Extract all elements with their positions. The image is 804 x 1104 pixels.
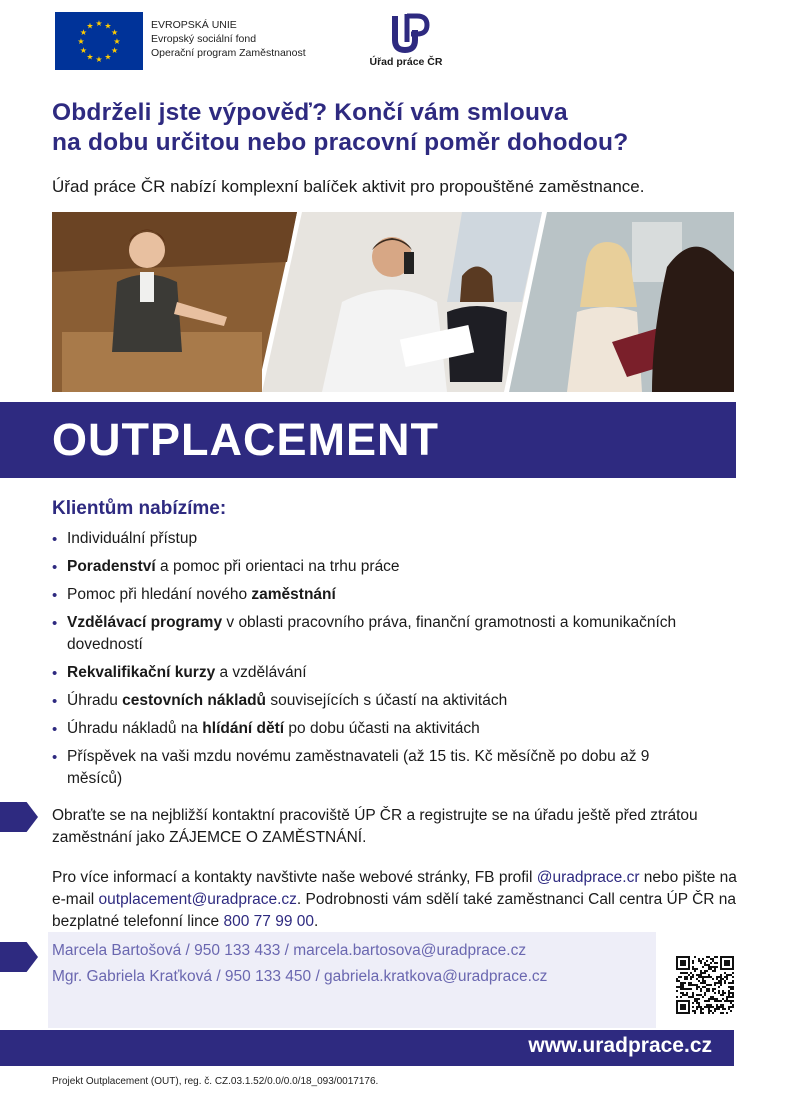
phone-link[interactable]: 800 77 99 00 <box>223 913 314 930</box>
list-item: • Úhradu cestovních nákladů souvisejících s účastí na aktivitách <box>52 690 692 712</box>
list-item: • Příspěvek na vaši mzdu novému zaměstnavateli (až 15 tis. Kč měsíčně po dobu až 9 měsíců) <box>52 746 692 790</box>
star-icon: ★ <box>79 28 87 37</box>
list-item: • Pomoc při hledání nového zaměstnání <box>52 584 692 606</box>
header <box>55 12 755 74</box>
register-text: Obraťte se na nejbližší kontaktní pracoviště ÚP ČR a registrujte se na úřadu ještě před ztrátou zaměstnání jako ZÁJEMCE O ZAMĚSTNÁNÍ. <box>52 807 698 846</box>
photo-reception <box>52 212 297 392</box>
outplacement-banner <box>0 402 736 478</box>
offer-heading: Klientům nabízíme: <box>52 498 227 519</box>
star-icon: ★ <box>113 37 121 46</box>
banner-title: OUTPLACEMENT <box>52 414 439 465</box>
intro-text: Úřad práce ČR nabízí komplexní balíček aktivit pro propouštěné zaměstnance. <box>52 177 645 196</box>
eu-line: Operační program Zaměstnanost <box>151 47 306 59</box>
photo-interview <box>509 212 734 392</box>
eu-line: Evropský sociální fond <box>151 33 257 45</box>
info-text: Pro více informací a kontakty navštivte naše webové stránky, FB profil @uradprace.cr nebo pište na e-mail outplacement@uradprace.cz. Podrobnosti vám sdělí také zaměstnanci Call centra ÚP ČR na bezplatné telefonní lince 800 77 99 00. <box>52 869 737 930</box>
star-icon: ★ <box>95 19 103 28</box>
photo-strip <box>52 212 734 392</box>
eu-line: EVROPSKÁ UNIE <box>151 19 237 31</box>
star-icon: ★ <box>111 46 119 55</box>
star-icon: ★ <box>79 46 87 55</box>
eu-text <box>151 18 306 60</box>
headline <box>52 98 772 158</box>
arrow-marker-icon <box>0 802 38 832</box>
email-link[interactable]: outplacement@uradprace.cz <box>98 891 297 908</box>
list-item: • Vzdělávací programy v oblasti pracovního práva, finanční gramotnosti a komunikačních dovedností <box>52 612 692 656</box>
photo-office-phone <box>262 212 542 392</box>
footer-bar <box>0 1030 734 1066</box>
up-logo <box>361 12 451 72</box>
project-note: Projekt Outplacement (OUT), reg. č. CZ.03.1.52/0.0/0.0/18_093/0017176. <box>52 1076 379 1087</box>
star-icon: ★ <box>111 28 119 37</box>
star-icon: ★ <box>104 21 112 31</box>
arrow-marker-icon <box>0 942 38 972</box>
website-link[interactable]: www.uradprace.cz <box>528 1034 712 1057</box>
eu-flag-icon <box>55 12 143 70</box>
headline-line: Obdrželi jste výpověď? Končí vám smlouva <box>52 99 568 126</box>
headline-line: na dobu určitou nebo pracovní poměr dohodou? <box>52 129 629 156</box>
star-icon: ★ <box>86 52 94 62</box>
list-item: • Rekvalifikační kurzy a vzdělávání <box>52 662 692 684</box>
star-icon: ★ <box>86 21 94 31</box>
up-logo-icon <box>361 12 451 56</box>
up-logo-name: Úřad práce ČR <box>369 56 443 68</box>
contact-line[interactable]: Mgr. Gabriela Kraťková / 950 133 450 / gabriela.kratkova@uradprace.cz <box>52 968 548 985</box>
fb-profile-link[interactable]: @uradprace.cr <box>536 869 640 886</box>
contacts-box <box>48 932 656 1028</box>
list-item: • Úhradu nákladů na hlídání dětí po dobu účasti na aktivitách <box>52 718 692 740</box>
star-icon: ★ <box>104 52 112 62</box>
star-icon: ★ <box>95 55 103 64</box>
offer-list <box>52 528 692 796</box>
qr-code-icon[interactable] <box>676 956 734 1014</box>
contact-line[interactable]: Marcela Bartošová / 950 133 433 / marcela.bartosova@uradprace.cz <box>52 942 527 959</box>
list-item: • Individuální přístup <box>52 528 692 550</box>
list-item: • Poradenství a pomoc při orientaci na trhu práce <box>52 556 692 578</box>
star-icon: ★ <box>77 37 85 46</box>
